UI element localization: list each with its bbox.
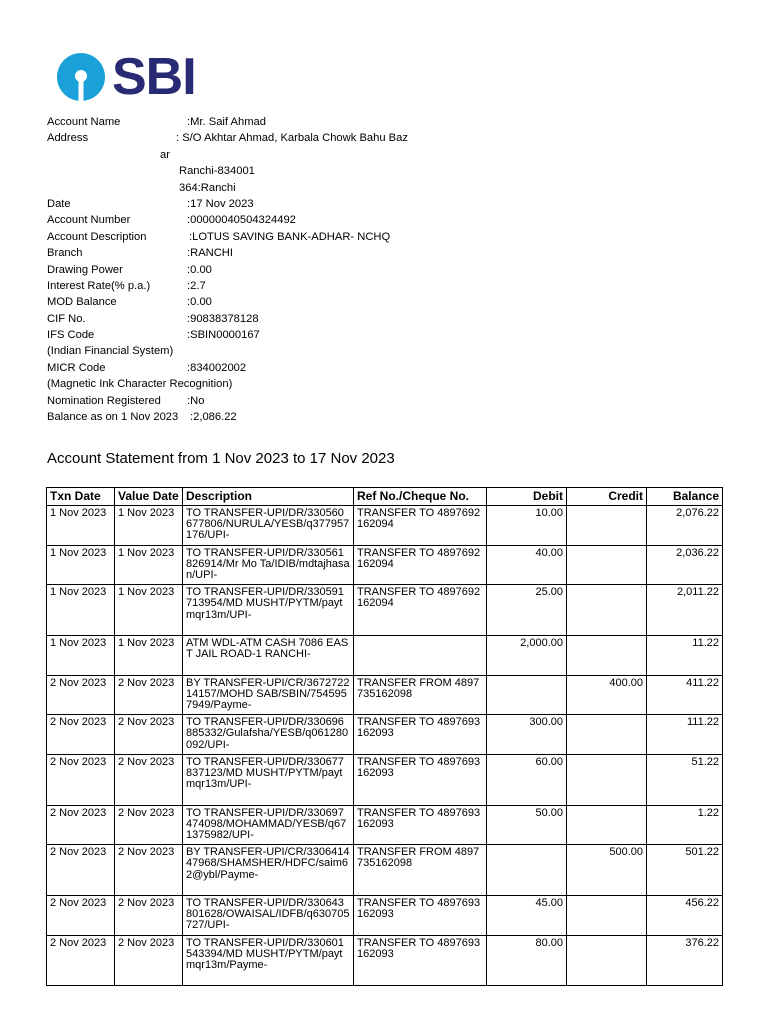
balance-cell: 11.22: [647, 635, 723, 675]
description-text: ATM WDL-ATM CASH 7086 EAST JAIL ROAD-1 RANCHI-: [186, 637, 349, 661]
credit-cell: [567, 506, 647, 546]
credit-cell: [567, 754, 647, 805]
balance-cell: 51.22: [647, 754, 723, 805]
cif-label: CIF No.: [47, 312, 86, 325]
value-date-cell: 1 Nov 2023: [115, 545, 183, 585]
description-cell: [183, 585, 354, 636]
ref-cell: TRANSFER TO 4897693162093: [354, 715, 487, 755]
description-cell: [183, 805, 354, 845]
credit-cell: [567, 545, 647, 585]
value-date-cell: 2 Nov 2023: [115, 675, 183, 715]
col-header-description: Description: [183, 488, 354, 506]
branch-value: :RANCHI: [187, 247, 233, 260]
description-cell: [183, 895, 354, 935]
value-date-cell: 2 Nov 2023: [115, 845, 183, 896]
debit-cell: 25.00: [487, 585, 567, 636]
address-label: Address: [47, 132, 89, 145]
balance-cell: 376.22: [647, 935, 723, 986]
description-text: TO TRANSFER-UPI/DR/330643801628/OWAISAL/IDFB/q630705727/UPI-: [186, 897, 350, 932]
debit-cell: 40.00: [487, 545, 567, 585]
ref-cell: TRANSFER TO 4897693162093: [354, 935, 487, 986]
table-row: [47, 845, 723, 896]
date-label: Date: [47, 197, 71, 210]
credit-cell: [567, 585, 647, 636]
ref-cell: [354, 635, 487, 675]
col-header-balance: Balance: [647, 488, 723, 506]
credit-cell: [567, 805, 647, 845]
description-cell: [183, 935, 354, 986]
balance-cell: 2,011.22: [647, 585, 723, 636]
ifs-note: (Indian Financial System): [47, 345, 174, 358]
ref-cell: TRANSFER TO 4897693162093: [354, 754, 487, 805]
account-description-label: Account Description: [47, 230, 147, 243]
description-cell: [183, 675, 354, 715]
txn-date-cell: 2 Nov 2023: [47, 754, 115, 805]
interest-rate-label: Interest Rate(% p.a.): [47, 279, 151, 292]
description-text: TO TRANSFER-UPI/DR/330591713954/MD MUSHT/PYTM/paytmqr13m/UPI-: [186, 587, 344, 621]
table-header-row: [47, 488, 723, 506]
value-date-cell: 1 Nov 2023: [115, 635, 183, 675]
account-number-value: :00000040504324492: [187, 214, 296, 227]
debit-cell: [487, 845, 567, 896]
address-line-3: Ranchi-834001: [179, 165, 255, 178]
drawing-power-value: :0.00: [187, 263, 212, 276]
micr-code-label: MICR Code: [47, 361, 106, 374]
balance-label: Balance as on 1 Nov 2023: [47, 411, 179, 424]
txn-date-cell: 1 Nov 2023: [47, 545, 115, 585]
sbi-keyhole-icon: [56, 52, 106, 102]
txn-date-cell: 2 Nov 2023: [47, 895, 115, 935]
description-text: TO TRANSFER-UPI/DR/330561826914/Mr Mo Ta/IDIB/mdtajhasan/UPI-: [186, 547, 350, 581]
value-date-cell: 2 Nov 2023: [115, 935, 183, 986]
description-text: BY TRANSFER-UPI/CR/330641447968/SHAMSHER/HDFC/saim62@ybl/Payme-: [186, 847, 350, 881]
ifs-code-label: IFS Code: [47, 329, 95, 342]
credit-cell: 500.00: [567, 845, 647, 896]
statement-table: [46, 487, 723, 986]
ref-cell: TRANSFER TO 4897692162094: [354, 545, 487, 585]
table-row: [47, 715, 723, 755]
credit-cell: 400.00: [567, 675, 647, 715]
table-row: [47, 754, 723, 805]
date-value: :17 Nov 2023: [187, 197, 254, 210]
account-name-value: :Mr. Saif Ahmad: [187, 116, 266, 128]
account-number-label: Account Number: [47, 214, 131, 227]
col-header-debit: Debit: [487, 488, 567, 506]
description-text: TO TRANSFER-UPI/DR/330560677806/NURULA/YESB/q377957176/UPI-: [186, 508, 350, 542]
credit-cell: [567, 895, 647, 935]
txn-date-cell: 2 Nov 2023: [47, 845, 115, 896]
value-date-cell: 1 Nov 2023: [115, 506, 183, 546]
txn-date-cell: 1 Nov 2023: [47, 506, 115, 546]
debit-cell: 45.00: [487, 895, 567, 935]
col-header-value-date: Value Date: [115, 488, 183, 506]
table-row: [47, 895, 723, 935]
credit-cell: [567, 635, 647, 675]
balance-cell: 501.22: [647, 845, 723, 896]
txn-date-cell: 2 Nov 2023: [47, 715, 115, 755]
txn-date-cell: 1 Nov 2023: [47, 585, 115, 636]
debit-cell: 50.00: [487, 805, 567, 845]
balance-cell: 456.22: [647, 895, 723, 935]
address-line-4: 364:Ranchi: [179, 181, 236, 194]
table-row: [47, 675, 723, 715]
txn-date-cell: 2 Nov 2023: [47, 935, 115, 986]
balance-cell: 111.22: [647, 715, 723, 755]
value-date-cell: 2 Nov 2023: [115, 754, 183, 805]
ref-cell: TRANSFER TO 4897693162093: [354, 805, 487, 845]
balance-cell: 2,076.22: [647, 506, 723, 546]
description-cell: [183, 715, 354, 755]
description-text: TO TRANSFER-UPI/DR/330677837123/MD MUSHT/PYTM/paytmqr13m/UPI-: [186, 756, 344, 791]
ifs-code-value: :SBIN0000167: [187, 329, 260, 342]
credit-cell: [567, 935, 647, 986]
value-date-cell: 1 Nov 2023: [115, 585, 183, 636]
description-cell: [183, 545, 354, 585]
cif-value: :90838378128: [187, 312, 259, 325]
bank-name: SBI: [112, 48, 196, 106]
table-row: [47, 585, 723, 636]
table-row: [47, 635, 723, 675]
value-date-cell: 2 Nov 2023: [115, 715, 183, 755]
credit-cell: [567, 715, 647, 755]
description-text: TO TRANSFER-UPI/DR/330697474098/MOHAMMAD/YESB/q671375982/UPI-: [186, 807, 347, 841]
balance-cell: 2,036.22: [647, 545, 723, 585]
description-cell: [183, 506, 354, 546]
mod-balance-label: MOD Balance: [47, 296, 117, 309]
txn-date-cell: 1 Nov 2023: [47, 635, 115, 675]
ref-cell: TRANSFER TO 4897692162094: [354, 585, 487, 636]
debit-cell: 2,000.00: [487, 635, 567, 675]
balance-cell: 1.22: [647, 805, 723, 845]
nomination-value: :No: [187, 394, 205, 407]
ref-cell: TRANSFER FROM 4897735162098: [354, 675, 487, 715]
ref-cell: TRANSFER TO 4897692162094: [354, 506, 487, 546]
drawing-power-label: Drawing Power: [47, 263, 123, 276]
micr-note: (Magnetic Ink Character Recognition): [47, 378, 233, 391]
table-row: [47, 935, 723, 986]
micr-code-value: :834002002: [187, 361, 247, 374]
address-line-2: ar: [160, 148, 170, 161]
table-row: [47, 506, 723, 546]
table-row: [47, 545, 723, 585]
nomination-label: Nomination Registered: [47, 394, 161, 407]
value-date-cell: 2 Nov 2023: [115, 895, 183, 935]
balance-value: :2,086.22: [190, 411, 237, 424]
debit-cell: 300.00: [487, 715, 567, 755]
description-cell: [183, 635, 354, 675]
description-text: TO TRANSFER-UPI/DR/330696885332/Gulafsha/YESB/q061280092/UPI-: [186, 717, 349, 751]
col-header-txn-date: Txn Date: [47, 488, 115, 506]
table-row: [47, 805, 723, 845]
ref-cell: TRANSFER TO 4897693162093: [354, 895, 487, 935]
col-header-credit: Credit: [567, 488, 647, 506]
sbi-logo: [56, 48, 196, 106]
debit-cell: [487, 675, 567, 715]
address-line-1: : S/O Akhtar Ahmad, Karbala Chowk Bahu Baz: [176, 132, 408, 145]
debit-cell: 80.00: [487, 935, 567, 986]
description-cell: [183, 754, 354, 805]
interest-rate-value: :2.7: [187, 279, 206, 292]
debit-cell: 60.00: [487, 754, 567, 805]
description-text: TO TRANSFER-UPI/DR/330601543394/MD MUSHT/PYTM/paytmqr13m/Payme-: [186, 937, 344, 971]
mod-balance-value: :0.00: [187, 296, 212, 309]
debit-cell: 10.00: [487, 506, 567, 546]
account-description-value: :LOTUS SAVING BANK-ADHAR- NCHQ: [189, 230, 391, 243]
ref-cell: TRANSFER FROM 4897735162098: [354, 845, 487, 896]
txn-date-cell: 2 Nov 2023: [47, 805, 115, 845]
value-date-cell: 2 Nov 2023: [115, 805, 183, 845]
balance-cell: 411.22: [647, 675, 723, 715]
account-name-label: Account Name: [47, 116, 121, 128]
col-header-ref: Ref No./Cheque No.: [354, 488, 487, 506]
txn-date-cell: 2 Nov 2023: [47, 675, 115, 715]
description-text: BY TRANSFER-UPI/CR/367272214157/MOHD SAB/SBIN/7545957949/Payme-: [186, 677, 350, 711]
description-cell: [183, 845, 354, 896]
statement-title: Account Statement from 1 Nov 2023 to 17 Nov 2023: [47, 450, 395, 467]
branch-label: Branch: [47, 247, 83, 260]
